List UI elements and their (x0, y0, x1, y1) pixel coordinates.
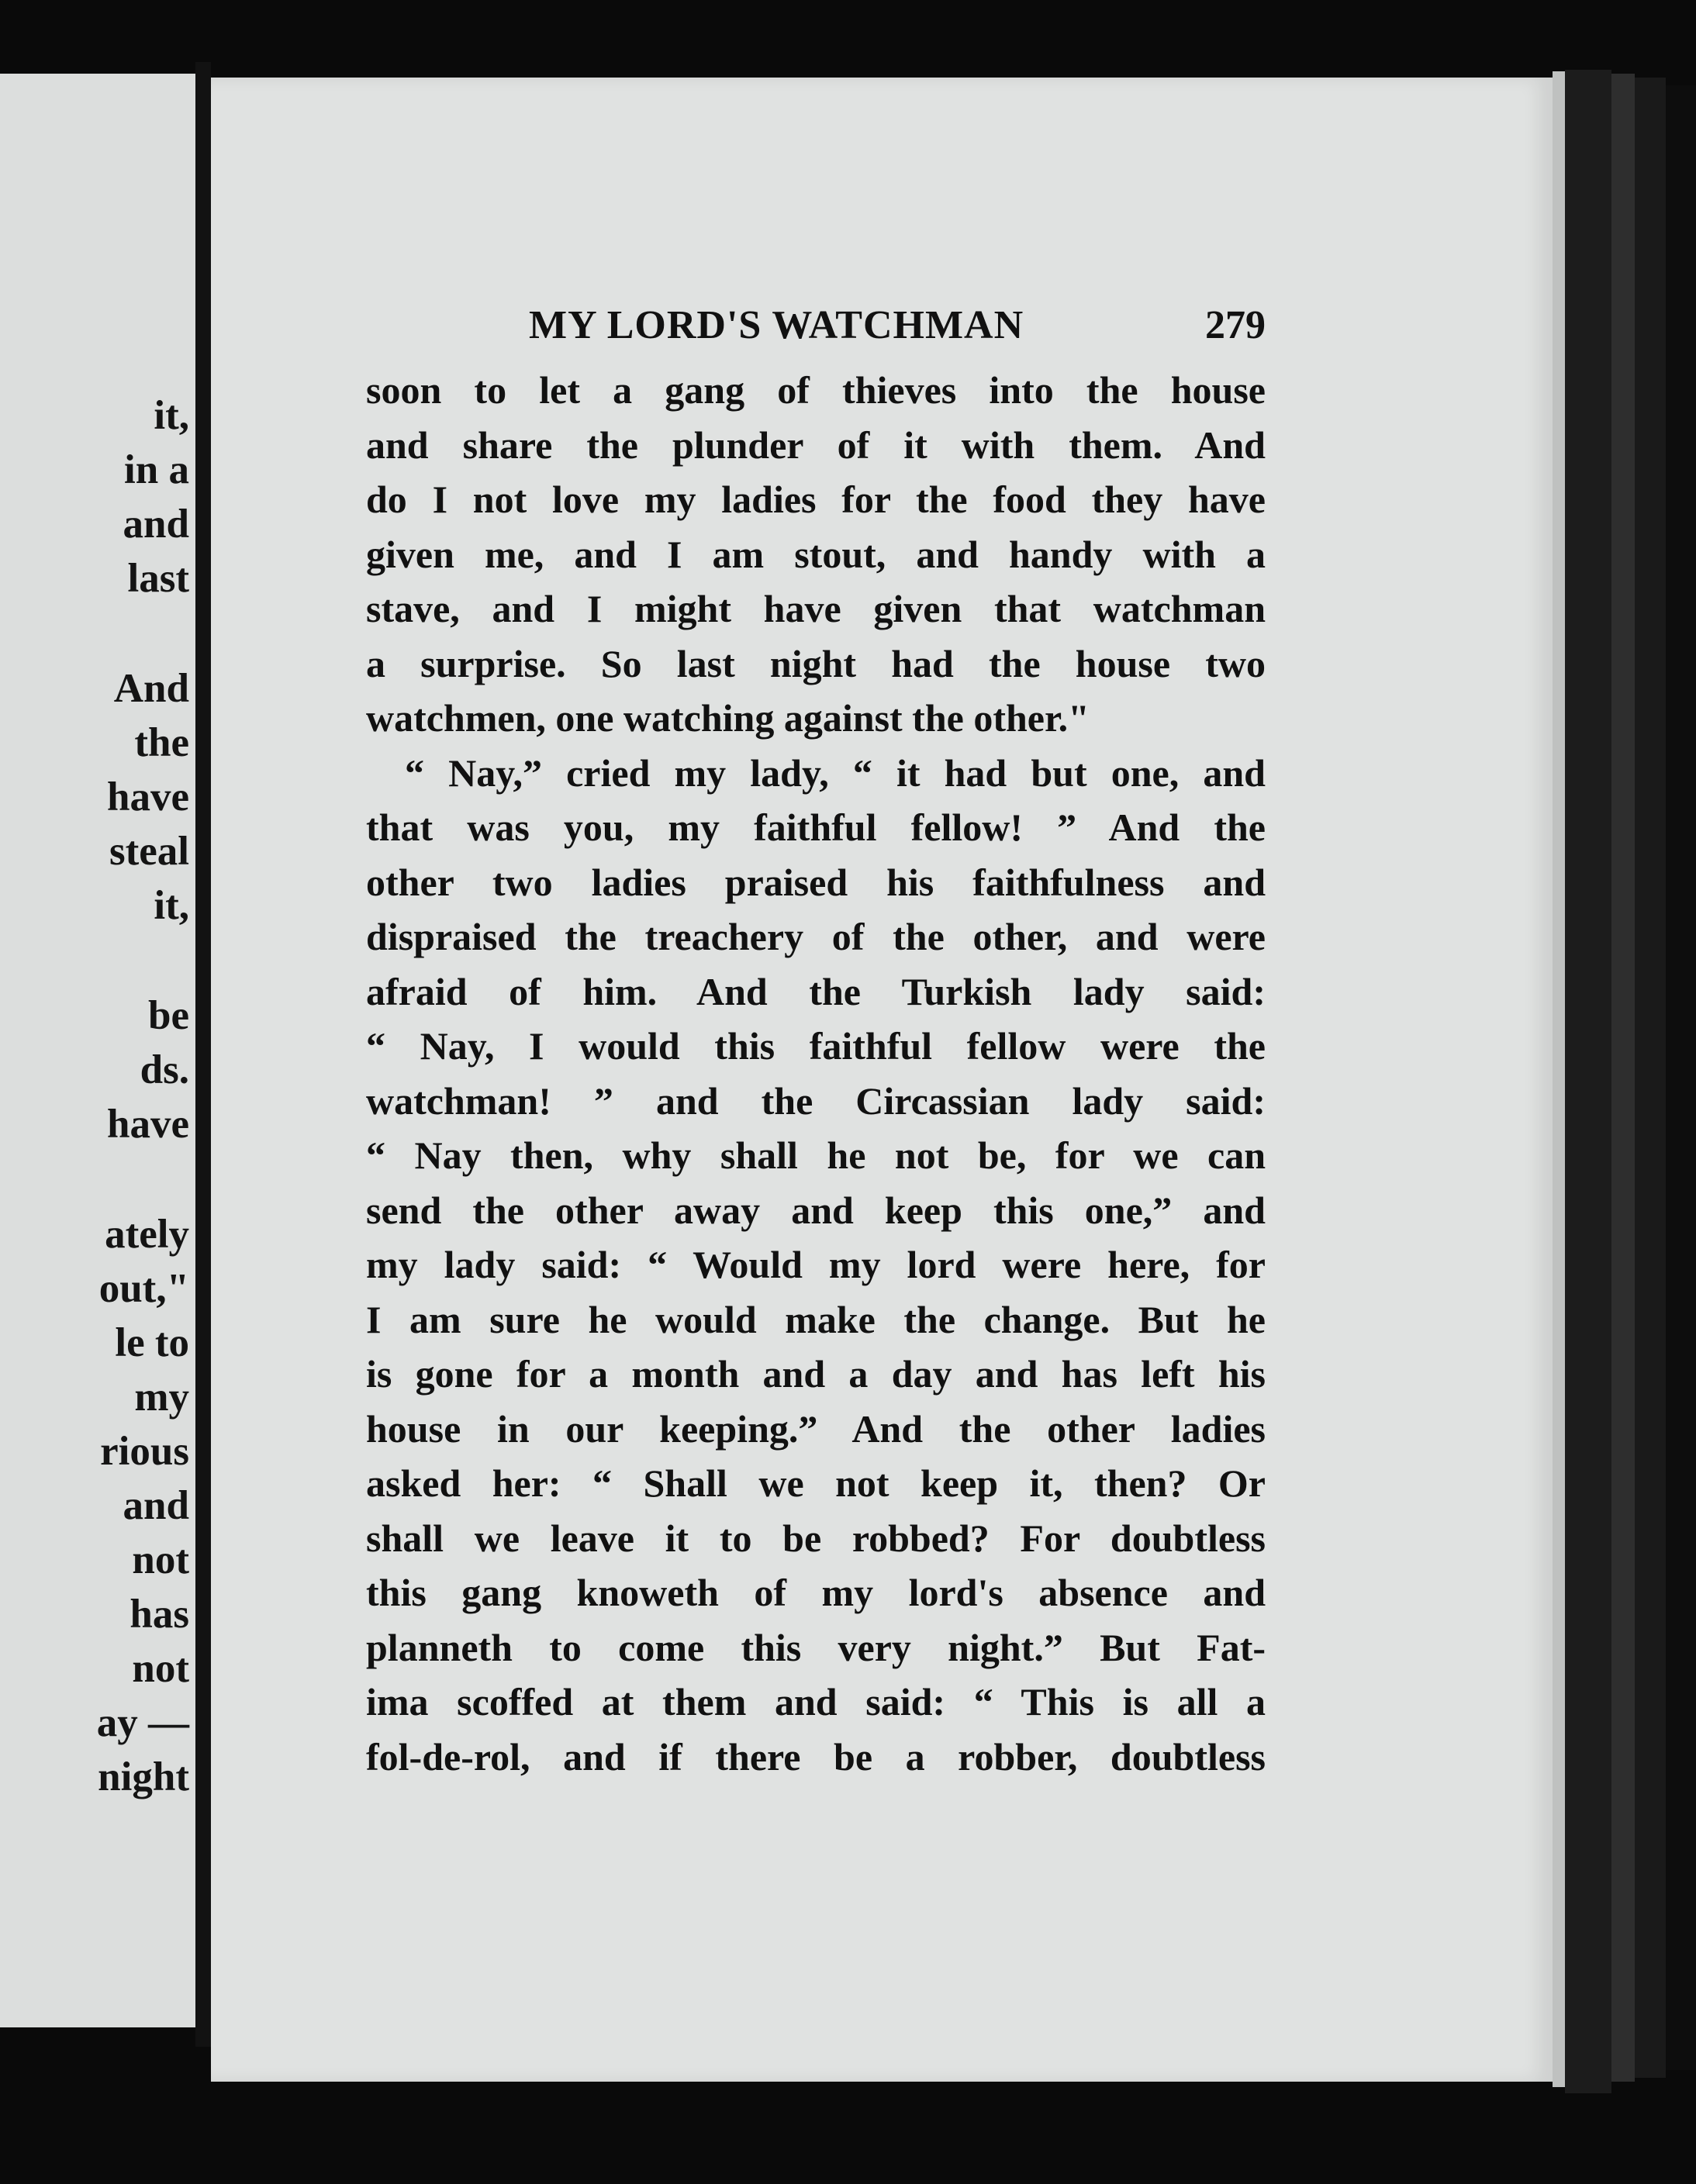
left-page-line: the (134, 720, 189, 765)
body-line: planneth to come this very night.” But Fat- (366, 1625, 1266, 1669)
body-line: other two ladies praised his faithfulness and (366, 860, 1266, 904)
left-page-line: out," (98, 1266, 189, 1311)
running-head-title: MY LORD'S WATCHMAN (529, 303, 1024, 347)
running-head (366, 293, 1266, 363)
book-edge-mid (1611, 74, 1635, 2082)
book-edge-dark (1635, 78, 1666, 2078)
body-line: fol-de-rol, and if there be a robber, doubtless (366, 1734, 1266, 1779)
page-text-block (366, 293, 1266, 1784)
left-page-line: night (98, 1754, 189, 1799)
page-number: 279 (1205, 303, 1266, 347)
left-page-line: not (132, 1646, 189, 1691)
body-line: a surprise. So last night had the house two (366, 641, 1266, 685)
left-page-line: ately (105, 1212, 189, 1257)
left-page-line: And (113, 666, 189, 711)
body-line: watchman! ” and the Circassian lady said: (366, 1078, 1266, 1123)
left-page-line: have (107, 1102, 189, 1147)
body-line: watchmen, one watching against the other." (366, 696, 1090, 740)
body-line: I am sure he would make the change. But he (366, 1297, 1266, 1341)
left-page-line: steal (109, 829, 189, 874)
left-page-line: be (148, 993, 189, 1038)
body-line: ima scoffed at them and said: “ This is all a (366, 1680, 1266, 1723)
left-page-line: ay — (96, 1700, 189, 1745)
body-line: house in our keeping.” And the other ladies (366, 1406, 1266, 1451)
left-page-line: has (130, 1592, 189, 1637)
body-line: that was you, my faithful fellow! ” And the (366, 806, 1266, 849)
left-page-line: have (107, 775, 189, 819)
body-line: is gone for a month and a day and has left his (366, 1352, 1266, 1396)
body-line: send the other away and keep this one,” and (366, 1188, 1266, 1232)
body-line: stave, and I might have given that watchman (366, 587, 1266, 630)
left-page-line: last (127, 556, 189, 601)
body-line: soon to let a gang of thieves into the house (366, 368, 1266, 412)
body-line: “ Nay then, why shall he not be, for we can (366, 1133, 1266, 1177)
body-line: “ Nay, I would this faithful fellow were the (366, 1024, 1266, 1068)
left-page-line: and (123, 1483, 189, 1528)
left-page-line: my (134, 1375, 189, 1420)
body-line: shall we leave it to be robbed? For doubtless (366, 1516, 1266, 1560)
body-line: “ Nay,” cried my lady, “ it had but one, and (405, 750, 1266, 795)
book-edge-dark (1565, 70, 1611, 2093)
body-line: asked her: “ Shall we not keep it, then? Or (366, 1461, 1266, 1505)
book-gutter (195, 62, 211, 2047)
left-page-line: ds. (140, 1047, 189, 1092)
body-line: do I not love my ladies for the food they have (366, 478, 1266, 521)
left-page-line: it, (154, 883, 189, 928)
left-page-line: it, (154, 393, 189, 438)
left-page-line: le to (115, 1320, 189, 1365)
left-page-line: not (132, 1537, 189, 1582)
left-page-line: in a (124, 447, 189, 492)
left-page-line: and (123, 502, 189, 547)
body-line: afraid of him. And the Turkish lady said: (366, 969, 1266, 1013)
left-facing-page (0, 74, 195, 2027)
body-line: dispraised the treachery of the other, and were (366, 915, 1266, 958)
body-line: my lady said: “ Would my lord were here, for (366, 1243, 1266, 1286)
body-line: this gang knoweth of my lord's absence and (366, 1571, 1266, 1614)
body-line: given me, and I am stout, and handy with a (366, 532, 1266, 576)
body-line: and share the plunder of it with them. And (366, 423, 1266, 467)
body-text (366, 363, 1266, 1784)
page-edge (1553, 71, 1565, 2087)
book-edge-outer (1666, 85, 1696, 2070)
left-page-line: rious (100, 1429, 189, 1474)
